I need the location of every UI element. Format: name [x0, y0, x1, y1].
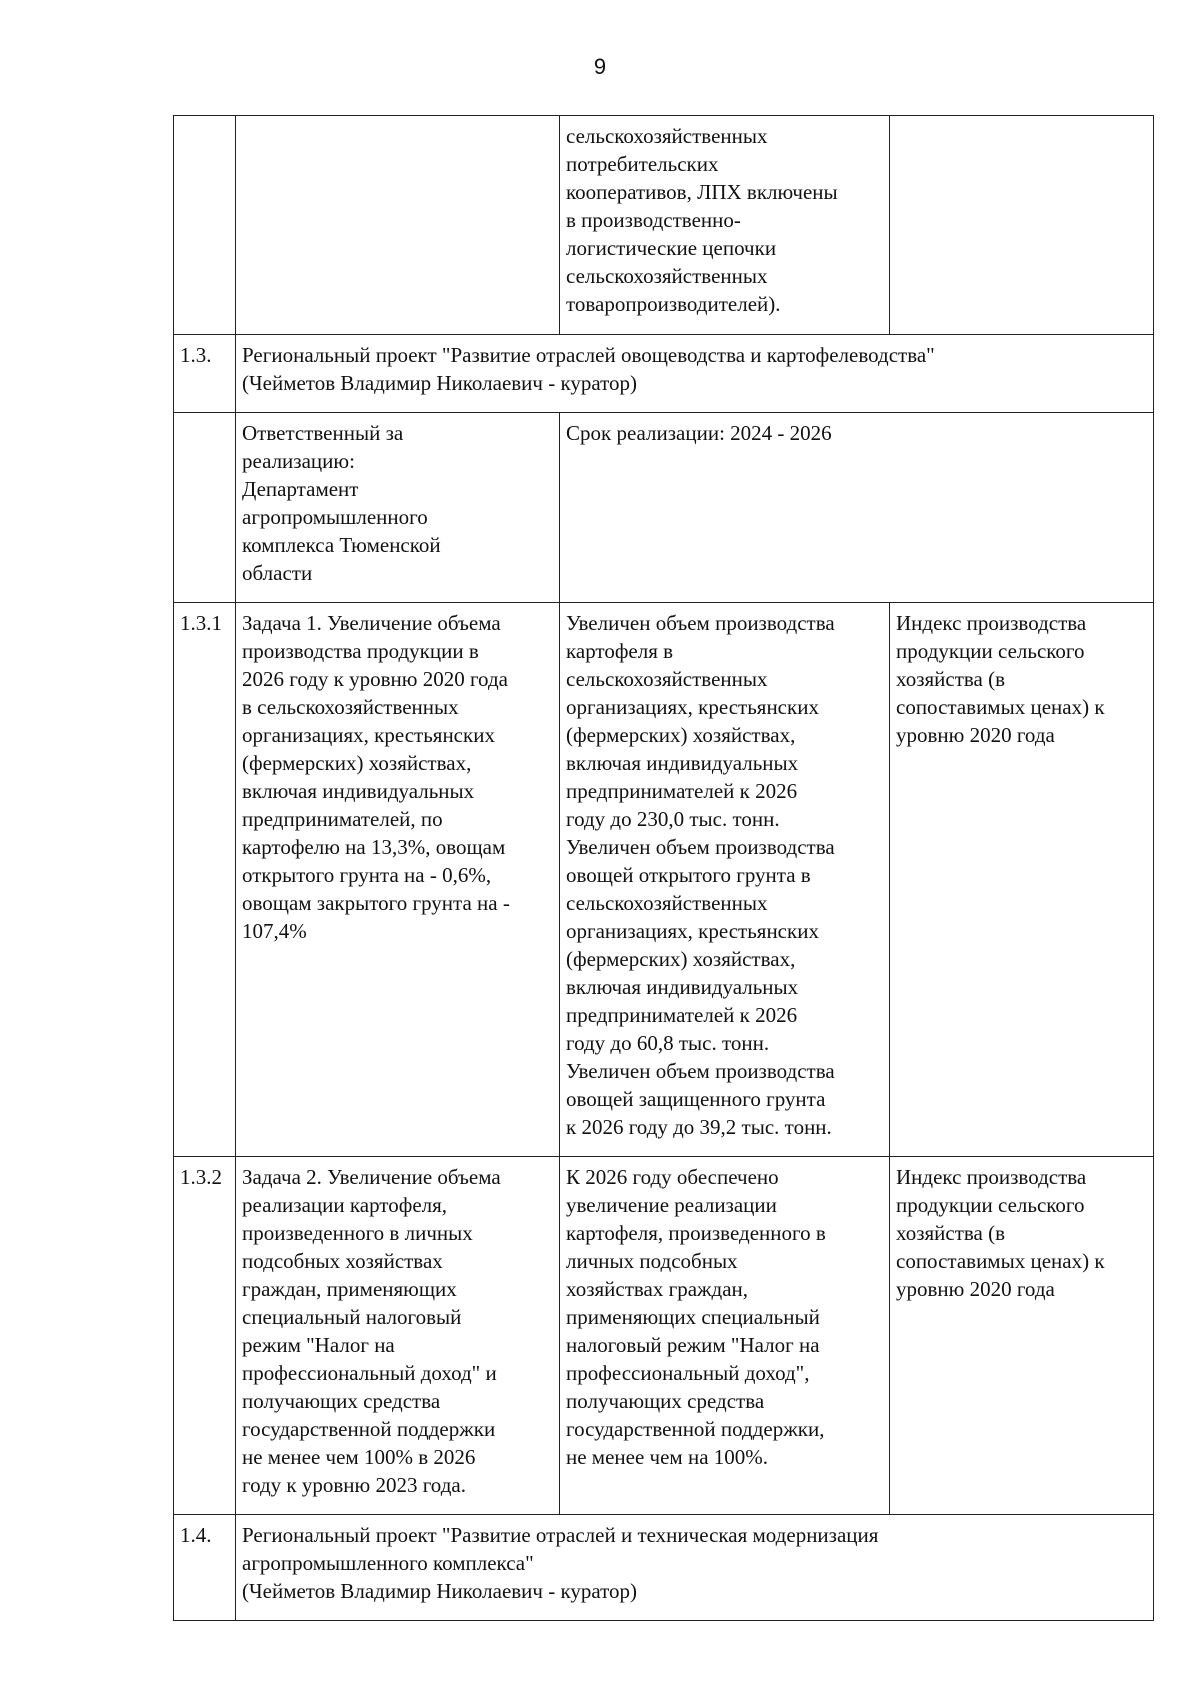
- cell-task-empty: [236, 116, 560, 335]
- indicator: Индекс производства продукции сельского хозяйства (в сопоставимых ценах) к уровню 2020 года: [890, 1157, 1154, 1515]
- table-row-project-1-4: [174, 1515, 1154, 1621]
- page-number: 9: [593, 54, 607, 79]
- row-number: 1.4.: [174, 1515, 236, 1621]
- task-description: Задача 2. Увеличение объема реализации картофеля, произведенного в личных подсобных хозяйствах граждан, применяющих специальный налоговый режим "Налог на профессиональный доход" и получающих средства государственной поддержки не менее чем 100% в 2026 году к уровню 2023 года.: [236, 1157, 560, 1515]
- table-row-task-1-3-2: [174, 1157, 1154, 1515]
- indicator: Индекс производства продукции сельского хозяйства (в сопоставимых ценах) к уровню 2020 года: [890, 603, 1154, 1157]
- cell-result-continuation: сельскохозяйственных потребительских кооперативов, ЛПХ включены в производственно- логистические цепочки сельскохозяйственных товаропроизводителей).: [560, 116, 890, 335]
- cell-num-empty: [174, 413, 236, 603]
- table-row-project-1-3-meta: [174, 413, 1154, 603]
- expected-result: К 2026 году обеспечено увеличение реализации картофеля, произведенного в личных подсобных хозяйствах граждан, применяющих специальный налоговый режим "Налог на профессиональный доход", получающих средства государственной поддержки, не менее чем на 100%.: [560, 1157, 890, 1515]
- measures-table: [173, 115, 1154, 1621]
- task-description: Задача 1. Увеличение объема производства продукции в 2026 году к уровню 2020 года в сельскохозяйственных организациях, крестьянских (фермерских) хозяйствах, включая индивидуальных предпринимателей, по картофелю на 13,3%, овощам открытого грунта на - 0,6%, овощам закрытого грунта на - 107,4%: [236, 603, 560, 1157]
- table-row-project-1-3: [174, 335, 1154, 413]
- table-row-continuation: [174, 116, 1154, 335]
- expected-result: Увеличен объем производства картофеля в сельскохозяйственных организациях, крестьянских (фермерских) хозяйствах, включая индивидуальных предпринимателей к 2026 году до 230,0 тыс. тонн. Увеличен объем производства овощей открытого грунта в сельскохозяйственных организациях, крестьянских (фермерских) хозяйствах, включая индивидуальных предпринимателей к 2026 году до 60,8 тыс. тонн. Увеличен объем производства овощей защищенного грунта к 2026 году до 39,2 тыс. тонн.: [560, 603, 890, 1157]
- cell-indicator-empty: [890, 116, 1154, 335]
- implementation-term: Срок реализации: 2024 - 2026: [560, 413, 1154, 603]
- cell-num-empty: [174, 116, 236, 335]
- responsible-department: Ответственный за реализацию: Департамент агропромышленного комплекса Тюменской области: [236, 413, 560, 603]
- project-title: Региональный проект "Развитие отраслей овощеводства и картофелеводства" (Чейметов Владимир Николаевич - куратор): [236, 335, 1154, 413]
- row-number: 1.3.2: [174, 1157, 236, 1515]
- project-title: Региональный проект "Развитие отраслей и техническая модернизация агропромышленного комплекса" (Чейметов Владимир Николаевич - куратор): [236, 1515, 1154, 1621]
- table-row-task-1-3-1: [174, 603, 1154, 1157]
- row-number: 1.3.: [174, 335, 236, 413]
- row-number: 1.3.1: [174, 603, 236, 1157]
